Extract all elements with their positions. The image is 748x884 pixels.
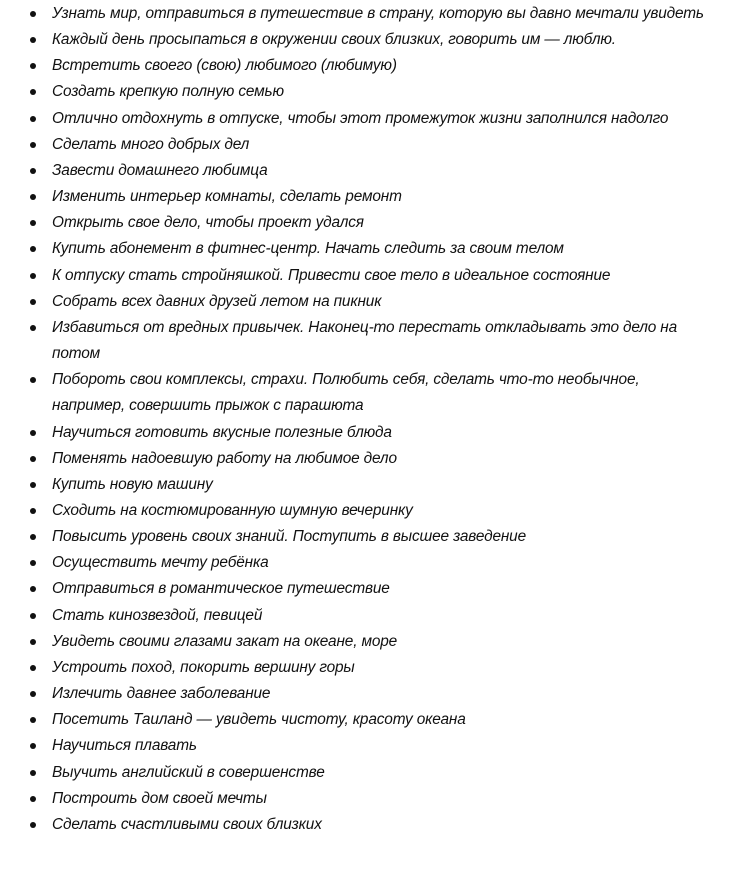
list-item xyxy=(0,472,748,498)
list-item xyxy=(0,263,748,289)
list-item xyxy=(0,576,748,602)
bullet-icon xyxy=(30,325,36,331)
bullet-icon xyxy=(30,743,36,749)
list-item xyxy=(0,106,748,132)
bullet-icon xyxy=(30,142,36,148)
list-item xyxy=(0,79,748,105)
list-item-text: Стать кинозвездой, певицей xyxy=(52,606,263,624)
list-item xyxy=(0,655,748,681)
list-item-text: Увидеть своими глазами закат на океане, море xyxy=(52,632,398,650)
list-item-text: Устроить поход, покорить вершину горы xyxy=(52,658,355,676)
list-item xyxy=(0,524,748,550)
list-item-text: Научиться плавать xyxy=(52,737,197,755)
list-item xyxy=(0,681,748,707)
list-item-text: Выучить английский в совершенстве xyxy=(52,763,325,781)
list-item-text: Поменять надоевшую работу на любимое дело xyxy=(52,449,397,467)
bullet-icon xyxy=(30,586,36,592)
bullet-icon xyxy=(30,560,36,566)
bullet-icon xyxy=(30,273,36,279)
bullet-icon xyxy=(30,691,36,697)
bullet-icon xyxy=(30,482,36,488)
list-item xyxy=(0,367,748,419)
list-item xyxy=(0,446,748,472)
list-item xyxy=(0,550,748,576)
list-item-text: Сделать счастливыми своих близких xyxy=(52,815,322,833)
list-item xyxy=(0,132,748,158)
list-item xyxy=(0,786,748,812)
list-item xyxy=(0,158,748,184)
list-item xyxy=(0,27,748,53)
list-item-text: Повысить уровень своих знаний. Поступить в высшее заведение xyxy=(52,528,526,546)
list-item xyxy=(0,184,748,210)
list-item-text: Посетить Таиланд — увидеть чистоту, красоту океана xyxy=(52,711,466,729)
bullet-icon xyxy=(30,770,36,776)
bullet-icon xyxy=(30,430,36,436)
list-item-text: Осуществить мечту ребёнка xyxy=(52,554,269,572)
list-item xyxy=(0,289,748,315)
list-item-text: Отправиться в романтическое путешествие xyxy=(52,580,390,598)
list-item-text: Избавиться от вредных привычек. Наконец-то перестать откладывать это дело на потом xyxy=(52,318,678,363)
bullet-icon xyxy=(30,37,36,43)
list-item-text: Каждый день просыпаться в окружении своих близких, говорить им — люблю. xyxy=(52,31,616,49)
bullet-icon xyxy=(30,377,36,383)
wish-list xyxy=(0,1,748,838)
list-item xyxy=(0,1,748,27)
document-body xyxy=(0,1,748,838)
bullet-icon xyxy=(30,508,36,514)
list-item xyxy=(0,629,748,655)
list-item xyxy=(0,603,748,629)
bullet-icon xyxy=(30,11,36,17)
bullet-icon xyxy=(30,534,36,540)
list-item xyxy=(0,707,748,733)
bullet-icon xyxy=(30,246,36,252)
list-item-text: Сделать много добрых дел xyxy=(52,135,250,153)
list-item xyxy=(0,53,748,79)
list-item-text: Купить абонемент в фитнес-центр. Начать следить за своим телом xyxy=(52,240,564,258)
bullet-icon xyxy=(30,220,36,226)
list-item-text: Построить дом своей мечты xyxy=(52,789,267,807)
list-item-text: Побороть свои комплексы, страхи. Полюбить себя, сделать что-то необычное, например, совершить прыжок с парашюта xyxy=(52,371,640,415)
list-item xyxy=(0,210,748,236)
list-item xyxy=(0,420,748,446)
list-item-text: Отлично отдохнуть в отпуске, чтобы этот промежуток жизни заполнился надолго xyxy=(52,109,669,127)
list-item-text: Завести домашнего любимца xyxy=(52,161,268,179)
list-item xyxy=(0,760,748,786)
list-item xyxy=(0,315,748,367)
list-item-text: Собрать всех давних друзей летом на пикник xyxy=(52,292,382,310)
list-item-text: Создать крепкую полную семью xyxy=(52,83,284,101)
bullet-icon xyxy=(30,639,36,645)
bullet-icon xyxy=(30,63,36,69)
list-item-text: Узнать мир, отправиться в путешествие в страну, которую вы давно мечтали увидеть xyxy=(52,5,704,22)
bullet-icon xyxy=(30,796,36,802)
list-item-text: К отпуску стать стройняшкой. Привести свое тело в идеальное состояние xyxy=(52,266,611,284)
list-item xyxy=(0,498,748,524)
list-item-text: Научиться готовить вкусные полезные блюда xyxy=(52,423,392,441)
bullet-icon xyxy=(30,613,36,619)
list-item-text: Изменить интерьер комнаты, сделать ремонт xyxy=(52,188,402,206)
bullet-icon xyxy=(30,194,36,200)
list-item-text: Купить новую машину xyxy=(52,475,213,493)
bullet-icon xyxy=(30,168,36,174)
list-item xyxy=(0,236,748,262)
list-item xyxy=(0,812,748,838)
list-item-text: Сходить на костюмированную шумную вечеринку xyxy=(52,501,413,519)
bullet-icon xyxy=(30,822,36,828)
list-item-text: Встретить своего (свою) любимого (любимую) xyxy=(52,57,397,75)
bullet-icon xyxy=(30,299,36,305)
bullet-icon xyxy=(30,116,36,122)
bullet-icon xyxy=(30,89,36,95)
bullet-icon xyxy=(30,456,36,462)
bullet-icon xyxy=(30,665,36,671)
list-item xyxy=(0,733,748,759)
bullet-icon xyxy=(30,717,36,723)
list-item-text: Открыть свое дело, чтобы проект удался xyxy=(52,214,364,232)
list-item-text: Излечить давнее заболевание xyxy=(52,685,271,703)
